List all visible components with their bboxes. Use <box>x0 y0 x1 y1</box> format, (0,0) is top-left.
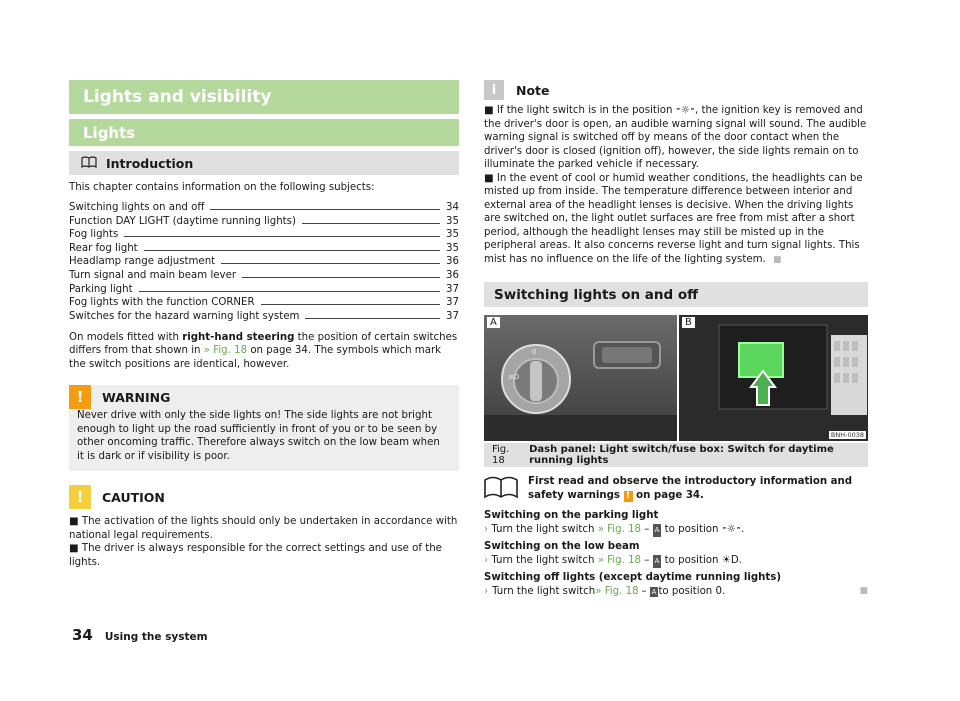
toc-leader <box>305 318 440 319</box>
figure-caption: Dash panel: Light switch/fuse box: Switch for daytime running lights <box>529 444 834 466</box>
toc-leader <box>139 291 440 292</box>
toc-row[interactable] <box>69 267 459 281</box>
caution-item-2: ■ The driver is always responsible for the correct settings and use of the lights. <box>69 543 442 568</box>
rhd-bold: right-hand steering <box>182 331 295 343</box>
read-first-text: First read and observe the introductory information and safety warnings <box>528 476 853 501</box>
section-header-switching: Switching lights on and off <box>484 282 868 307</box>
page-number: 34 <box>72 626 93 644</box>
label-a-box: A <box>653 555 662 569</box>
lowbeam-text-pre: Turn the light switch <box>491 554 598 566</box>
intro-title: Introduction <box>106 155 194 171</box>
rhd-text-mid: the position of certain switches differs from that shown in <box>69 331 458 357</box>
caution-title: CAUTION <box>102 489 165 505</box>
rhd-text-pre: On models fitted with <box>69 331 183 343</box>
off-step <box>484 585 868 599</box>
off-block <box>484 571 868 598</box>
toc-row[interactable] <box>69 308 459 322</box>
fig18-link[interactable]: » Fig. 18 <box>595 585 639 597</box>
section-title-lights: Lights <box>69 119 459 146</box>
toc-page: 35 <box>446 242 459 254</box>
toc-label: Switching lights on and off <box>69 202 205 214</box>
knob-label-left: ≡D <box>508 373 520 381</box>
note-item-2-text: ■ In the event of cool or humid weather conditions, the headlights can be misted up from inside. The temperature difference between interior and external area of the headlight lenses is decisive. When the driving lights are switched on, the light outlet surfaces are free from mist after a short period, although the headlight lenses may still be misted up in the peripheral areas. It also concerns reverse light and turn signal lights. This mist has no influence on the life of the lighting system. <box>484 172 863 265</box>
caution-item-1: ■ The activation of the lights should only be undertaken in accordance with national legal requirements. <box>69 516 458 541</box>
chapter-title: Lights and visibility <box>69 80 459 114</box>
read-first-block <box>484 475 868 503</box>
right-column <box>484 80 868 598</box>
figure-label-b: B <box>682 317 695 328</box>
chevron-icon: › <box>484 554 489 566</box>
figure-caption-bar <box>484 443 868 467</box>
figure-18 <box>484 315 868 441</box>
note-title: Note <box>516 82 550 98</box>
parking-title: Switching on the parking light <box>484 510 659 521</box>
fig18-link[interactable]: » Fig. 18 <box>597 523 642 535</box>
left-column <box>69 80 459 569</box>
lowbeam-title: Switching on the low beam <box>484 541 640 552</box>
toc-page: 37 <box>446 310 459 322</box>
note-item-2 <box>484 172 868 268</box>
footer-section: Using the system <box>104 631 208 643</box>
label-a-box: A <box>653 524 662 538</box>
fig18-link[interactable]: » Fig. 18 <box>597 554 642 566</box>
warning-title: WARNING <box>102 389 171 405</box>
warning-box <box>69 385 459 471</box>
toc-leader <box>242 277 440 278</box>
toc-page: 34 <box>446 202 459 214</box>
warning-icon: ! <box>69 385 91 409</box>
end-mark: ■ <box>773 254 782 265</box>
lowbeam-text-post: to position ☀D. <box>661 554 742 566</box>
fig18-link[interactable]: » Fig. 18 <box>203 345 248 357</box>
figure-code: BNH-0038 <box>830 431 864 439</box>
note-item-1: ■ If the light switch is in the position ⁃☼⁃, the ignition key is removed and the driver's door is open, an audible warning signal will sound. The audible warning signal is switched off by means of the door contact when the driver's door is closed (ignition off), however, the side lights remain on to illuminate the parked vehicle if necessary. <box>484 105 867 170</box>
toc-label: Headlamp range adjustment <box>69 256 216 268</box>
caution-icon: ! <box>69 485 91 509</box>
warning-text: Never drive with only the side lights on! The side lights are not bright enough to light up the road sufficiently in front of you or to be seen by other oncoming traffic. Therefore always switch on the low beam when it is dark or if visibility is poor. <box>77 410 440 462</box>
figure-label-a: A <box>487 317 500 328</box>
parking-text-post: to position ⁃☼⁃. <box>661 523 745 535</box>
chevron-icon: › <box>484 523 489 535</box>
warning-icon-small: ! <box>624 491 633 502</box>
toc-page: 36 <box>446 256 459 268</box>
figure-panel-a <box>484 315 677 441</box>
off-text-post: to position 0. <box>658 585 726 597</box>
toc-page: 37 <box>446 283 459 295</box>
knob-label-zero: 0 <box>532 348 537 356</box>
toc-page: 35 <box>446 229 459 241</box>
read-first-page: on page 34. <box>636 489 704 501</box>
rhd-text-post: on page 34. The symbols which mark the switch positions are identical, however. <box>69 345 442 370</box>
toc-page: 36 <box>446 270 459 282</box>
toc-row[interactable] <box>69 281 459 295</box>
toc-label: Rear fog light <box>69 242 138 254</box>
lowbeam-step <box>484 554 868 569</box>
lowbeam-block <box>484 540 868 568</box>
toc-label: Fog lights <box>69 229 119 241</box>
chevron-icon: › <box>484 585 489 597</box>
parking-text-pre: Turn the light switch <box>491 523 598 535</box>
note-header <box>484 80 868 100</box>
dash: – <box>644 523 650 535</box>
parking-step <box>484 523 868 538</box>
toc-leader <box>124 236 440 237</box>
parking-block <box>484 509 868 537</box>
fuse-box-drawing <box>679 315 868 441</box>
toc-label: Fog lights with the function CORNER <box>69 297 255 309</box>
toc-row[interactable] <box>69 254 459 268</box>
book-icon <box>484 475 518 503</box>
toc-row[interactable] <box>69 200 459 214</box>
toc-leader <box>144 250 440 251</box>
end-mark: ■ <box>859 585 868 596</box>
toc-label: Function DAY LIGHT (daytime running lights) <box>69 215 296 227</box>
footer <box>72 626 208 644</box>
toc-row[interactable] <box>69 227 459 241</box>
toc-leader <box>302 223 440 224</box>
toc-leader <box>261 304 440 305</box>
info-icon: i <box>484 80 504 100</box>
figure-number: Fig. 18 <box>492 444 510 466</box>
off-text-pre: Turn the light switch <box>492 585 596 597</box>
toc-page: 37 <box>446 297 459 309</box>
intro-text: This chapter contains information on the following subjects: <box>69 182 375 193</box>
toc-leader <box>221 263 440 264</box>
figure-panel-b <box>679 315 868 441</box>
toc-label: Turn signal and main beam lever <box>69 270 237 282</box>
intro-header <box>69 151 459 175</box>
toc-label: Switches for the hazard warning light system <box>69 310 300 322</box>
caution-section <box>69 485 459 569</box>
toc-row[interactable] <box>69 240 459 254</box>
toc-row[interactable] <box>69 295 459 309</box>
label-a-box: A <box>651 587 657 596</box>
off-title: Switching off lights (except daytime running lights) <box>484 572 781 583</box>
rhd-paragraph <box>69 331 459 372</box>
toc-label: Parking light <box>69 283 133 295</box>
dash: – <box>641 585 647 597</box>
toc-row[interactable] <box>69 213 459 227</box>
dash: – <box>644 554 650 566</box>
toc-leader <box>210 209 440 210</box>
book-icon <box>81 156 97 171</box>
table-of-contents <box>69 200 459 322</box>
toc-page: 35 <box>446 215 459 227</box>
